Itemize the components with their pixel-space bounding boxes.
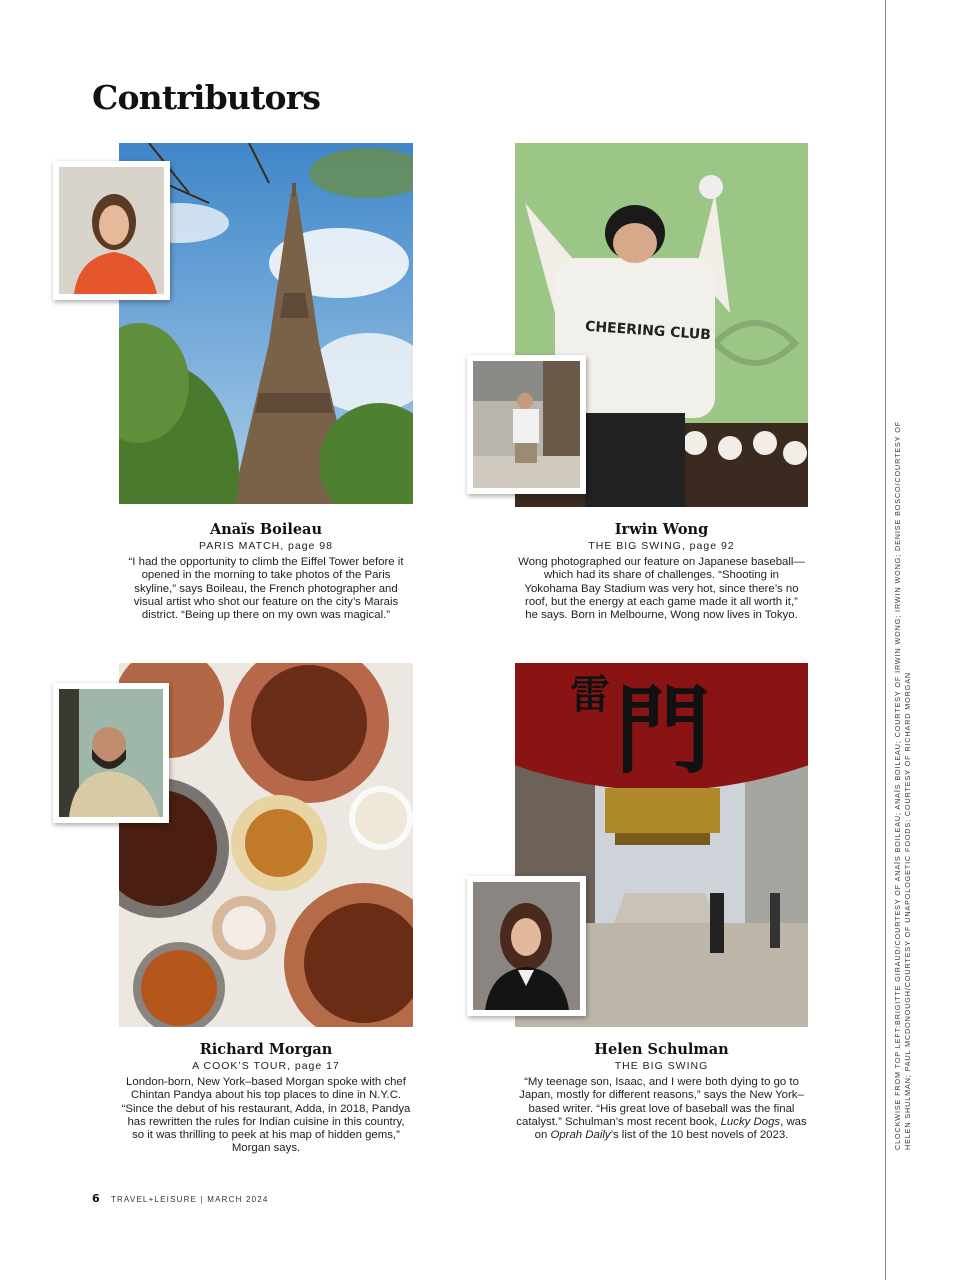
book-title: Lucky Dogs — [720, 1115, 781, 1128]
anais-boileau-portrait — [53, 161, 170, 300]
contributor-bio: London-born, New York–based Morgan spoke with chef Chintan Pandya about his top places to dine in N.Y.C. “Since the debut of his restaurant, Adda, in 2018, Pandya has rewritten the rules for Indian cuisine in this country, so it was thrilling to peek at his map of hidden gems,” Morgan says. — [121, 1076, 411, 1155]
bio-text: , was on — [534, 1115, 807, 1142]
contributor-wong — [518, 521, 805, 622]
contributor-bio: Wong photographed our feature on Japanese baseball—which had its share of challenges. “Shooting in Yokohama Bay Stadium was very hot, since there’s no roof, but the energy at each game made it all worth it,” he says. Born in Melbourne, Wong now lives in Tokyo. — [518, 556, 805, 622]
irwin-wong-portrait — [467, 355, 586, 494]
jersey-text: CHEERING CLUB — [584, 318, 712, 344]
photo-credit: CLOCKWISE FROM TOP LEFT:BRIGITTE GIRAUD/COURTESY OF ANAÏS BOILEAU; ANAÏS BOILEAU; COURTESY OF IRWIN WONG; IRWIN WONG; DENISE BOSCO/COURTESY OF HELEN SHULMAN; PAUL MCDONOUGH/COURTESY OF UNAPOLOGETIC FOODS; COURTESY OF RICHARD MORGAN — [893, 421, 912, 1150]
contributor-bio: “I had the opportunity to climb the Eiffel Tower before it opened in the morning to take photos of the Paris skyline,” says Boileau, the French photographer and visual artist who shot our feature on the city’s Marais district. “Being up there on my own was magical.” — [128, 556, 404, 622]
contributor-morgan — [121, 1041, 411, 1156]
contributor-name: Helen Schulman — [594, 1041, 729, 1058]
contributor-bio — [514, 1076, 809, 1142]
page-folio — [92, 1192, 269, 1205]
lantern-glyph-side: 雷 — [570, 671, 610, 718]
folio-text: TRAVEL+LEISURE | MARCH 2024 — [110, 1195, 269, 1204]
bio-text: ’s list of the 10 best novels of 2023. — [610, 1129, 789, 1142]
magazine-title: Oprah Daily — [550, 1129, 611, 1142]
lantern-glyph-main: 門 — [615, 674, 711, 787]
helen-schulman-portrait — [467, 876, 586, 1016]
bio-text: “My teenage son, Isaac, and I were both dying to go to Japan, mostly for different reasons,” says the New York–based writer. “His great love of baseball was the final catalyst.” Schulman’s most recent book, — [516, 1076, 804, 1128]
richard-morgan-portrait — [53, 683, 169, 823]
story-tag: PARIS MATCH, page 98 — [199, 540, 333, 552]
contributor-name: Anaïs Boileau — [209, 521, 322, 538]
page-number: 6 — [92, 1192, 101, 1205]
page-title: Contributors — [92, 78, 321, 117]
story-tag: THE BIG SWING, page 92 — [588, 540, 735, 552]
contributor-schulman — [514, 1041, 809, 1142]
contributor-name: Irwin Wong — [614, 521, 709, 538]
story-tag: A COOK’S TOUR, page 17 — [192, 1060, 340, 1072]
contributor-boileau — [124, 521, 408, 622]
story-tag: THE BIG SWING — [614, 1060, 709, 1072]
gutter-rule — [885, 0, 886, 1280]
contributor-name: Richard Morgan — [199, 1041, 333, 1058]
